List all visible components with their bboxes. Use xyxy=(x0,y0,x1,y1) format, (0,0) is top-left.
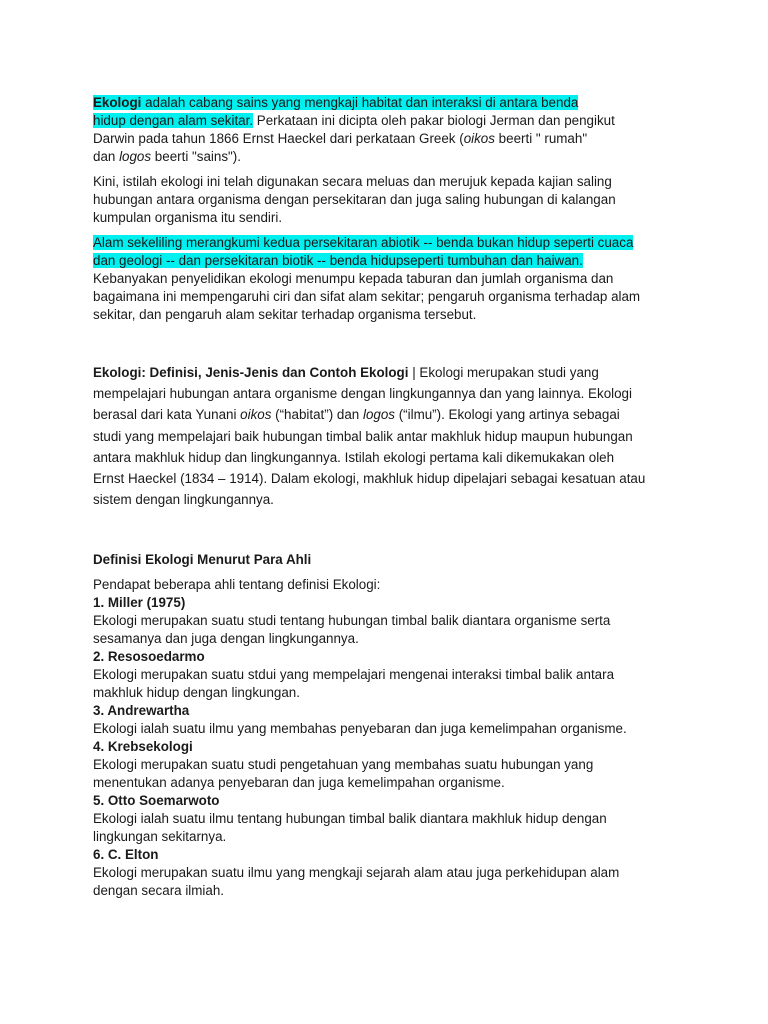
p3-line-1 xyxy=(93,234,693,252)
p5-line-3 xyxy=(93,404,693,425)
p1-text: beerti "sains"). xyxy=(151,149,241,164)
paragraph-ekologi-jenis xyxy=(93,362,693,510)
p5-line-6: Ernst Haeckel (1834 – 1914). Dalam ekologi, makhluk hidup dipelajari sebagai kesatuan atau xyxy=(93,471,646,487)
expert-name: 6. C. Elton xyxy=(93,847,159,862)
expert-item xyxy=(93,702,693,738)
p5-text: (“habitat”) dan xyxy=(271,407,363,423)
experts-list xyxy=(93,594,693,900)
p1-line-3 xyxy=(93,130,693,148)
p1-line-2 xyxy=(93,112,693,130)
expert-item xyxy=(93,792,693,846)
p2-line-2: hubungan antara organisma dengan persekitaran dan juga saling hubungan di kalangan xyxy=(93,192,616,207)
section-heading: Definisi Ekologi Menurut Para Ahli xyxy=(93,552,312,567)
p1-text: Darwin pada tahun 1866 Ernst Haeckel dari perkataan Greek ( xyxy=(93,131,464,146)
paragraph-kini xyxy=(93,173,693,227)
highlighted-text: Alam sekeliling merangkumi kedua persekitaran abiotik -- benda bukan hidup seperti cuaca xyxy=(93,235,634,250)
term-logos: logos xyxy=(362,407,395,423)
expert-definition-line: Ekologi merupakan suatu ilmu yang mengkaji sejarah alam atau juga perkehidupan alam xyxy=(93,865,620,880)
expert-name: 5. Otto Soemarwoto xyxy=(93,793,220,808)
expert-definition-line: dengan secara ilmiah. xyxy=(93,883,225,898)
expert-definition-line: Ekologi merupakan suatu studi tentang hubungan timbal balik diantara organisme serta xyxy=(93,613,611,628)
expert-definition-line: makhluk hidup dengan lingkungan. xyxy=(93,685,300,700)
expert-item xyxy=(93,648,693,702)
p5-text: (“ilmu”). Ekologi yang artinya sebagai xyxy=(394,407,620,423)
p5-text: Ekologi merupakan studi yang xyxy=(419,365,599,380)
p1-text: dan xyxy=(93,149,120,164)
highlighted-text: adalah cabang sains yang mengkaji habitat dan interaksi di antara benda xyxy=(141,95,579,110)
p3-line-2 xyxy=(93,252,693,270)
p1-text: beerti " rumah" xyxy=(494,131,588,146)
p4-line-3: sekitar, dan pengaruh alam sekitar terhadap organisma tersebut. xyxy=(93,307,477,322)
p4-line-1: Kebanyakan penyelidikan ekologi menumpu kepada taburan dan jumlah organisma dan xyxy=(93,271,614,286)
highlighted-text: hidup dengan alam sekitar. xyxy=(93,113,254,128)
highlighted-term: Ekologi xyxy=(93,95,142,110)
p2-line-1: Kini, istilah ekologi ini telah digunakan secara meluas dan merujuk kepada kajian saling xyxy=(93,174,612,189)
expert-definition-line: Ekologi merupakan suatu studi pengetahuan yang membahas suatu hubungan yang xyxy=(93,757,594,772)
expert-name: 1. Miller (1975) xyxy=(93,595,186,610)
expert-definition-line: lingkungan sekitarnya. xyxy=(93,829,227,844)
expert-item xyxy=(93,846,693,900)
expert-definition-line: Ekologi ialah suatu ilmu tentang hubungan timbal balik diantara makhluk hidup dengan xyxy=(93,811,607,826)
section-intro: Pendapat beberapa ahli tentang definisi Ekologi: xyxy=(93,577,381,592)
expert-name: 4. Krebsekologi xyxy=(93,739,193,754)
expert-name: 2. Resosoedarmo xyxy=(93,649,205,664)
expert-definition-line: Ekologi merupakan suatu stdui yang mempelajari mengenai interaksi timbal balik antara xyxy=(93,667,615,682)
spacer xyxy=(93,569,693,576)
p2-line-3: kumpulan organisma itu sendiri. xyxy=(93,210,283,225)
p5-text: berasal dari kata Yunani xyxy=(93,407,241,423)
p5-line-2: mempelajari hubungan antara organisme dengan lingkungannya dan yang lainnya. Ekologi xyxy=(93,386,632,402)
expert-item xyxy=(93,738,693,792)
p1-line-4 xyxy=(93,148,693,166)
paragraph-kebanyakan xyxy=(93,270,693,324)
expert-definition-line: Ekologi ialah suatu ilmu yang membahas penyebaran dan juga kemelimpahan organisme. xyxy=(93,721,627,736)
expert-definition-line: sesamanya dan juga dengan lingkungannya. xyxy=(93,631,359,646)
article-title: Ekologi: Definisi, Jenis-Jenis dan Contoh Ekologi xyxy=(93,365,409,380)
expert-item xyxy=(93,594,693,648)
title-separator: | xyxy=(408,365,420,380)
term-oikos: oikos xyxy=(463,131,495,146)
paragraph-alam-sekeliling xyxy=(93,234,693,270)
p5-line-1 xyxy=(93,362,693,383)
term-oikos: oikos xyxy=(240,407,272,423)
p1-line-1 xyxy=(93,94,693,112)
p5-line-7: sistem dengan lingkungannya. xyxy=(93,492,274,508)
section-para-ahli xyxy=(93,551,693,900)
p5-line-4: studi yang mempelajari baik hubungan timbal balik antar makhluk hidup maupun hubungan xyxy=(93,428,633,444)
paragraph-ekologi-definition xyxy=(93,94,693,166)
expert-name: 3. Andrewartha xyxy=(93,703,190,718)
p4-line-2: bagaimana ini mempengaruhi ciri dan sifat alam sekitar; pengaruh organisma terhadap alam xyxy=(93,289,641,304)
expert-definition-line: menentukan adanya penyebaran dan juga kemelimpahan organisme. xyxy=(93,775,505,790)
p1-text: Perkataan ini dicipta oleh pakar biologi Jerman dan pengikut xyxy=(253,113,615,128)
term-logos: logos xyxy=(119,149,152,164)
highlighted-text: dan geologi -- dan persekitaran biotik -- benda hidupseperti tumbuhan dan haiwan. xyxy=(93,253,583,268)
p5-line-5: antara makhluk hidup dan lingkungannya. Istilah ekologi pertama kali dikemukakan oleh xyxy=(93,449,615,465)
